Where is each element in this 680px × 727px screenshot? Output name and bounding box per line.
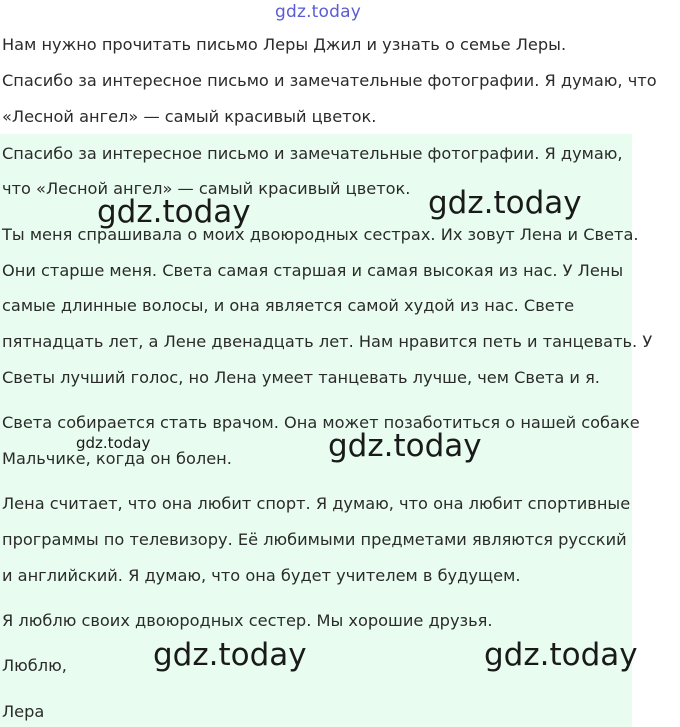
watermark-text: gdz.today — [97, 194, 251, 230]
watermark-text: gdz.today — [76, 434, 151, 452]
intro-line: Спасибо за интересное письмо и замечательные фотографии. Я думаю, что — [2, 71, 657, 90]
answer-line: что «Лесной ангел» — самый красивый цветок. — [2, 179, 411, 198]
answer-line: Спасибо за интересное письмо и замечательные фотографии. Я думаю, — [2, 144, 623, 163]
answer-line: Я люблю своих двоюродных сестер. Мы хорошие друзья. — [2, 611, 493, 630]
intro-line: Нам нужно прочитать письмо Леры Джил и узнать о семье Леры. — [2, 35, 567, 54]
answer-line: пятнадцать лет, а Лене двенадцать лет. Нам нравится петь и танцевать. У — [2, 332, 653, 351]
answer-line: Они старше меня. Света самая старшая и самая высокая из нас. У Лены — [2, 261, 624, 280]
answer-line: программы по телевизору. Её любимыми предметами являются русский — [2, 530, 627, 549]
watermark-text: gdz.today — [153, 637, 307, 673]
answer-line: Лера — [2, 702, 45, 721]
answer-line: самые длинные волосы, и она является самой худой из нас. Свете — [2, 296, 575, 315]
watermark-text: gdz.today — [328, 428, 482, 464]
answer-line: Ты меня спрашивала о моих двоюродных сестрах. Их зовут Лена и Света. — [2, 225, 639, 244]
watermark-text: gdz.today — [428, 185, 582, 221]
answer-line: Мальчике, когда он болен. — [2, 449, 232, 468]
answer-line: Света собирается стать врачом. Она может позаботиться о нашей собаке — [2, 413, 640, 432]
answer-line: и английский. Я думаю, что она будет учителем в будущем. — [2, 566, 521, 585]
answer-line: Люблю, — [2, 656, 67, 675]
watermark-text: gdz.today — [484, 637, 638, 673]
answer-line: Лена считает, что она любит спорт. Я думаю, что она любит спортивные — [2, 494, 631, 513]
answer-line: Светы лучший голос, но Лена умеет танцевать лучше, чем Света и я. — [2, 368, 600, 387]
site-watermark-header: gdz.today — [274, 2, 362, 22]
intro-line: «Лесной ангел» — самый красивый цветок. — [2, 107, 377, 126]
